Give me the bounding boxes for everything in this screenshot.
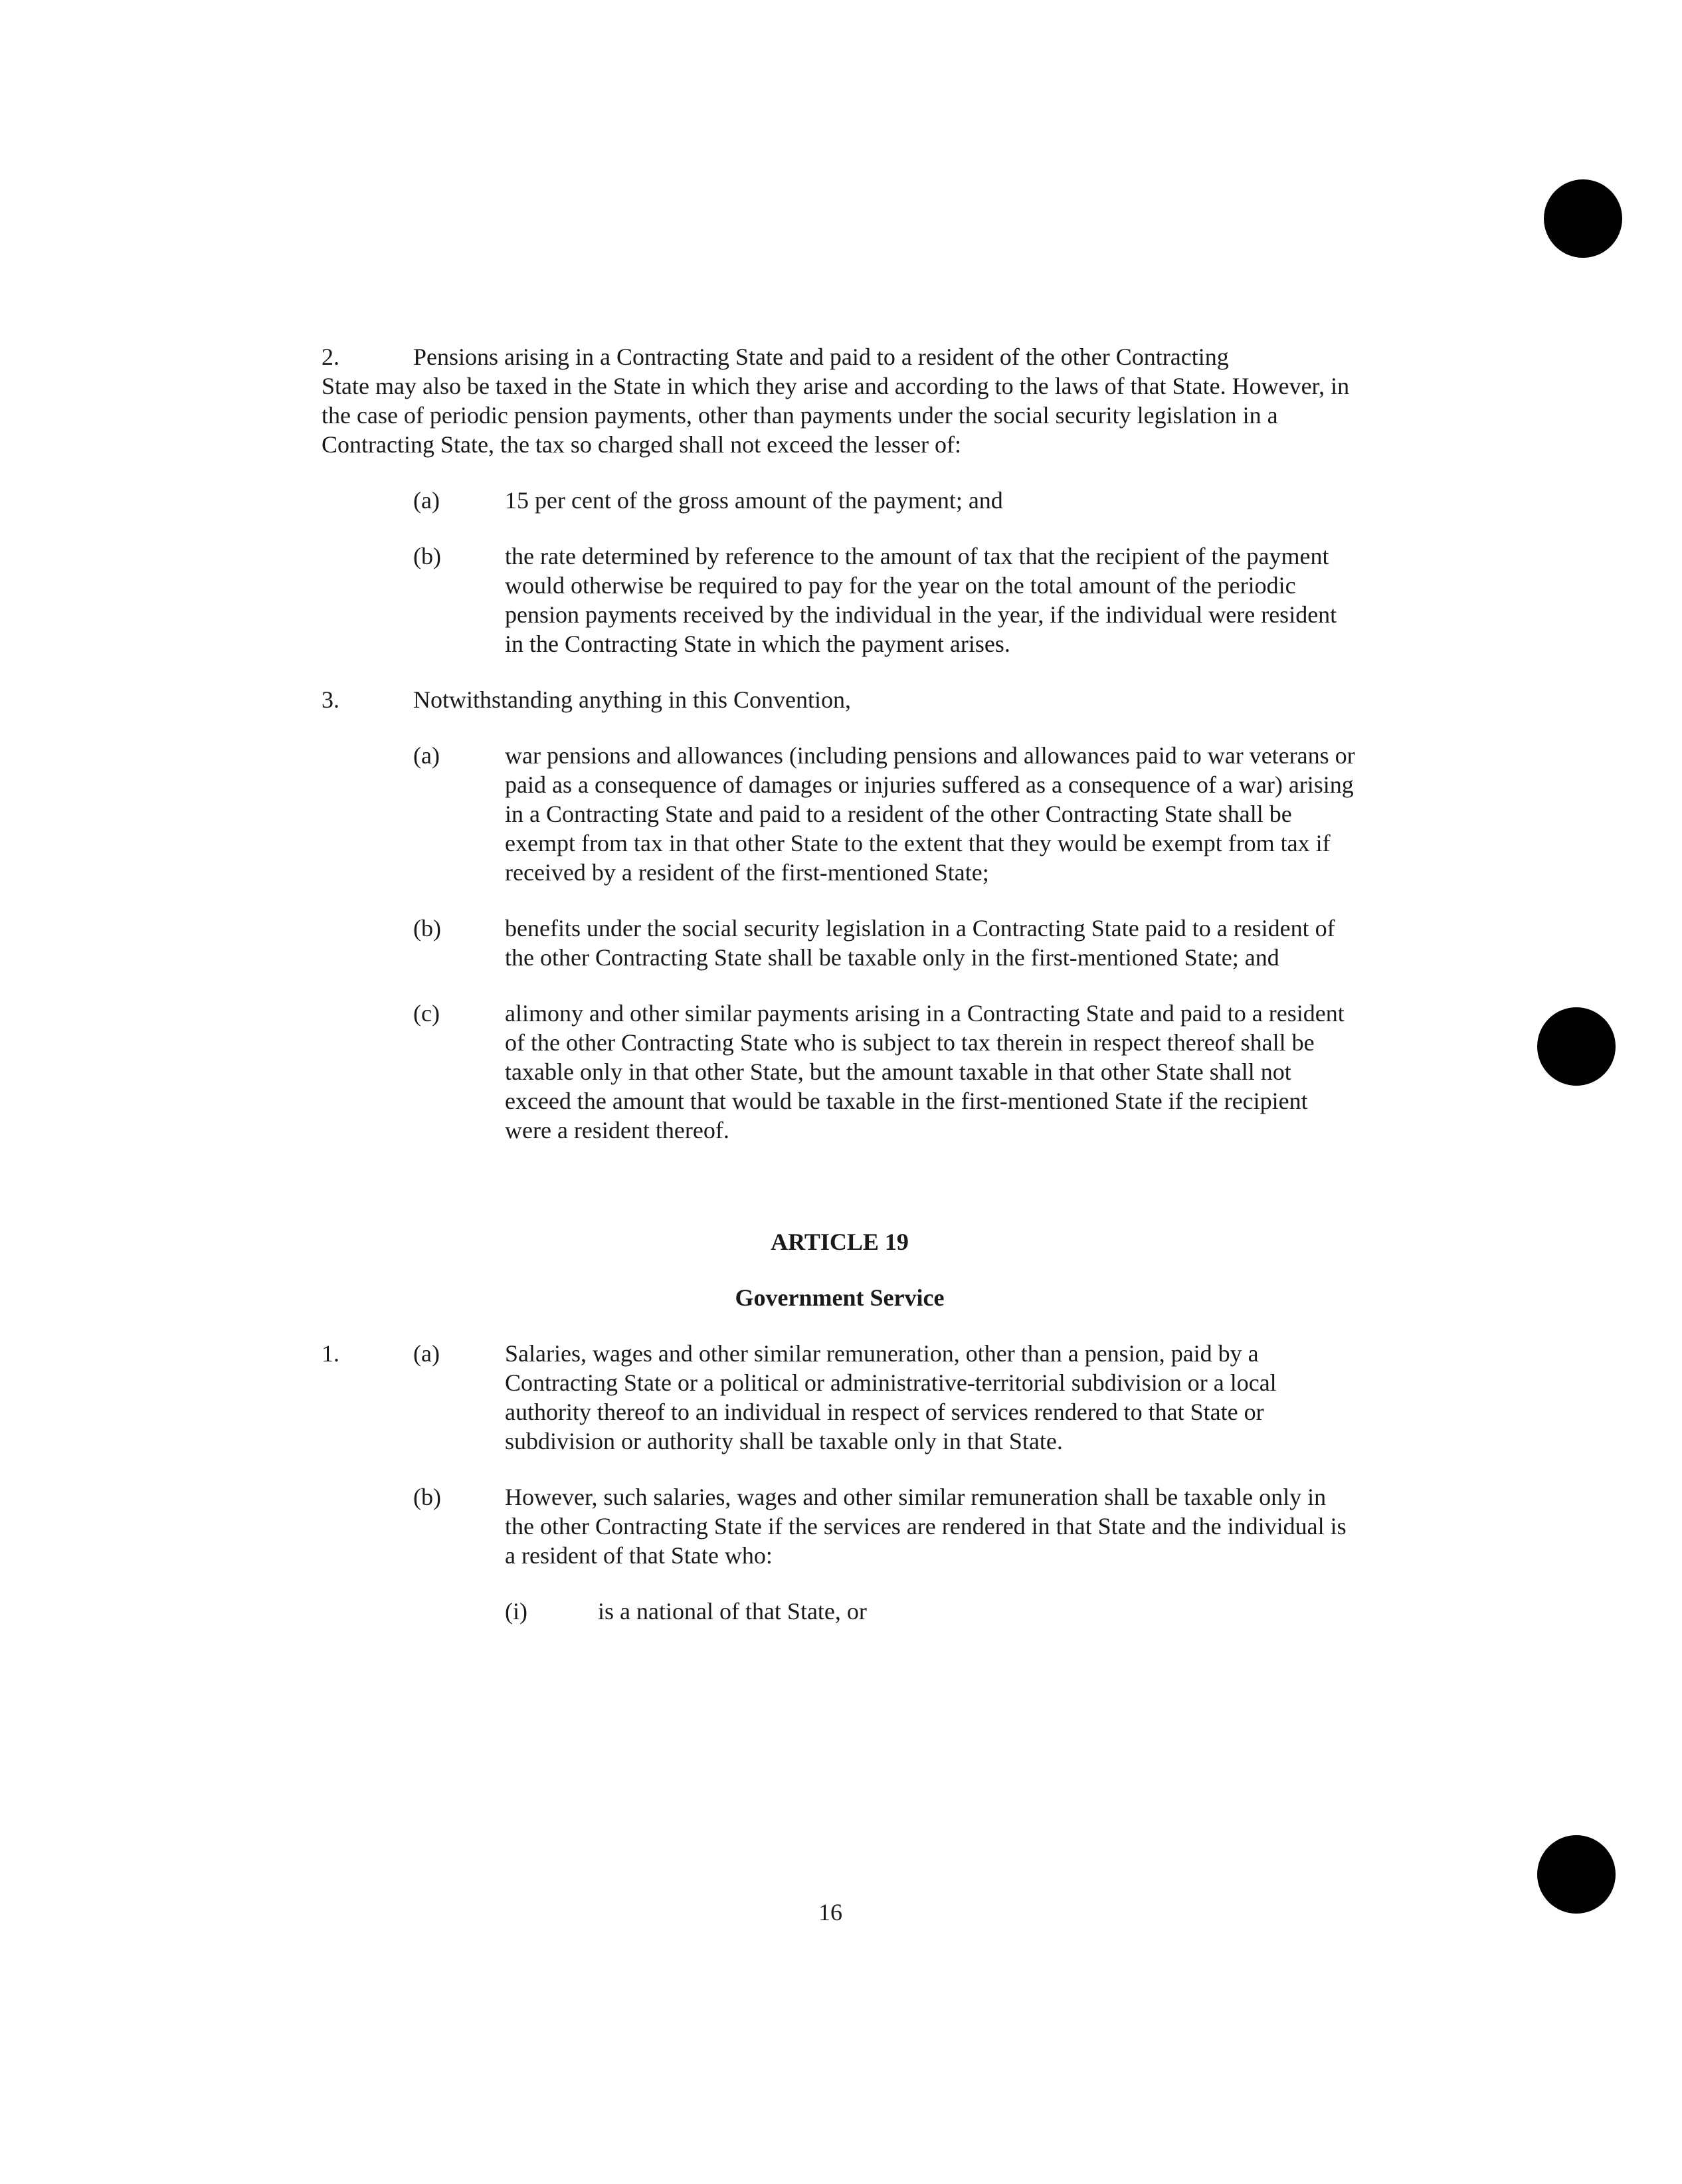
item-text: 15 per cent of the gross amount of the payment; and: [505, 487, 1003, 514]
item-label: (a): [413, 1340, 440, 1367]
article-title: ARTICLE 19: [771, 1229, 909, 1255]
paragraph-2-text: State may also be taxed in the State in which they arise and according to the laws of that State. However, in the case of periodic pension payments, other than payments under the social security legislation in a Contracting State, the tax so charged shall not exceed the lesser of:: [322, 373, 1350, 458]
paragraph-3-text: Notwithstanding anything in this Convention,: [413, 686, 851, 713]
item-label: (b): [413, 1484, 441, 1510]
item-label: (a): [413, 742, 440, 769]
article-subtitle: Government Service: [735, 1284, 945, 1311]
page-number: 16: [818, 1899, 842, 1926]
paragraph-3-item-c: [322, 999, 1358, 1145]
paragraph-number: 2.: [322, 344, 339, 370]
article-19-paragraph-1-item-a: [322, 1339, 1358, 1456]
paragraph-3-item-b: [322, 914, 1358, 972]
paragraph-3-item-a: [322, 741, 1358, 887]
punch-hole-middle: [1537, 1007, 1616, 1086]
item-text: Salaries, wages and other similar remuneration, other than a pension, paid by a Contracting State or a political or administrative-territorial subdivision or a local authority thereof to an individual in respect of services rendered to that State or subdivision or authority shall be taxable only in that State.: [505, 1340, 1277, 1454]
subitem-text: is a national of that State, or: [598, 1598, 867, 1625]
item-text: benefits under the social security legislation in a Contracting State paid to a resident of the other Contracting State shall be taxable only in the first-mentioned State; and: [505, 915, 1335, 971]
article-19-paragraph-1-item-b: [322, 1482, 1358, 1570]
item-label: (a): [413, 487, 440, 514]
paragraph-2-lead: Pensions arising in a Contracting State and paid to a resident of the other Contracting: [413, 344, 1229, 370]
paragraph-2-first-line: [322, 342, 1358, 371]
paragraph-number: 1.: [322, 1340, 339, 1367]
document-page: [322, 342, 1358, 1626]
paragraph-number: 3.: [322, 686, 339, 713]
subitem-label: (i): [505, 1598, 527, 1625]
paragraph-3: [322, 685, 1358, 714]
paragraph-2-item-a: [322, 486, 1358, 515]
item-label: (b): [413, 543, 441, 569]
paragraph-2: [322, 342, 1358, 459]
item-label: (b): [413, 915, 441, 942]
punch-hole-top: [1544, 179, 1622, 258]
paragraph-2-item-b: [322, 542, 1358, 658]
item-text: the rate determined by reference to the amount of tax that the recipient of the payment would otherwise be required to pay for the year on the total amount of the periodic pension payments received by the individual in the year, if the individual were resident in the Contracting State in which the payment arises.: [505, 543, 1337, 657]
article-19-paragraph-1-subitem-i: [322, 1597, 1358, 1626]
item-text: alimony and other similar payments arising in a Contracting State and paid to a resident of the other Contracting State who is subject to tax therein in respect thereof shall be taxable only in that other State, but the amount taxable in that other State shall not exceed the amount that would be taxable in the first-mentioned State if the recipient were a resident thereof.: [505, 1000, 1345, 1143]
punch-hole-bottom: [1537, 1835, 1616, 1914]
item-text: war pensions and allowances (including pensions and allowances paid to war veterans or paid as a consequence of damages or injuries suffered as a consequence of a war) arising in a Contracting State and paid to a resident of the other Contracting State shall be exempt from tax in that other State to the extent that they would be exempt from tax if received by a resident of the first-mentioned State;: [505, 742, 1355, 886]
item-label: (c): [413, 1000, 440, 1027]
item-text: However, such salaries, wages and other similar remuneration shall be taxable only in the other Contracting State if the services are rendered in that State and the individual is a resident of that State who:: [505, 1484, 1347, 1569]
